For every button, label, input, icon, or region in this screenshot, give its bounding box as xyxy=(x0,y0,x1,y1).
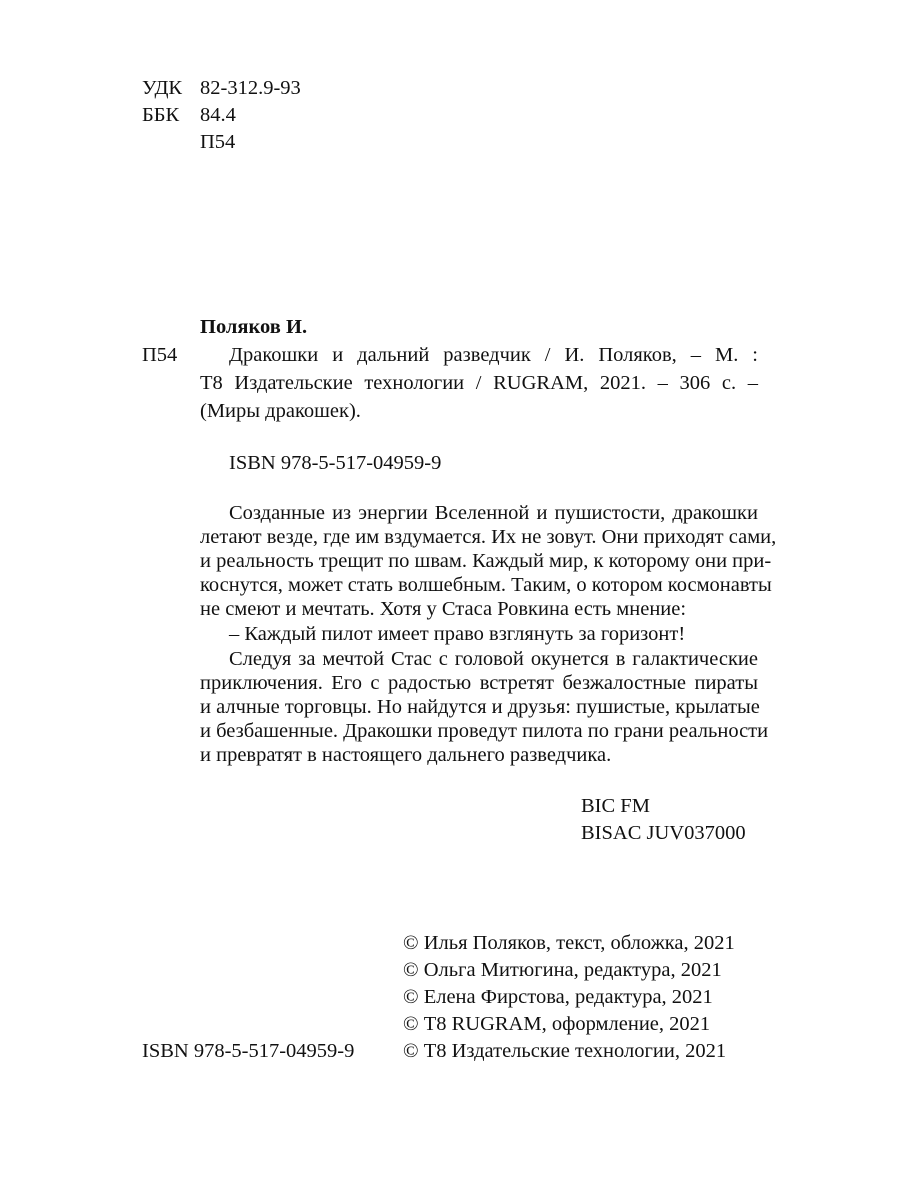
annotation-line: коснутся, может стать волшебным. Таким, о котором космонавты xyxy=(200,574,772,596)
annotation-line: приключения. Его с радостью встретят безжалостные пираты xyxy=(200,672,758,694)
annotation-line: и реальность трещит по швам. Каждый мир, к которому они при- xyxy=(200,550,772,572)
bisac-code: BISAC JUV037000 xyxy=(581,822,746,844)
copyright-line: © Елена Фирстова, редактура, 2021 xyxy=(403,986,713,1008)
bbk-label: ББК xyxy=(142,104,180,126)
bic-code: BIC FM xyxy=(581,795,650,817)
annotation-line: и превратят в настоящего дальнего разведчика. xyxy=(200,744,612,766)
copyright-line: © Илья Поляков, текст, обложка, 2021 xyxy=(403,932,735,954)
annotation-line: и безбашенные. Дракошки проведут пилота по грани реальности xyxy=(200,720,769,742)
udk-value: 82-312.9-93 xyxy=(200,77,301,99)
bibliography-isbn: ISBN 978-5-517-04959-9 xyxy=(229,452,442,474)
annotation-line: не смеют и мечтать. Хотя у Стаса Ровкина есть мнение: xyxy=(200,598,687,620)
bibliography-mark: П54 xyxy=(142,344,178,366)
annotation-line: и алчные торговцы. Но найдутся и друзья: пушистые, крылатые xyxy=(200,696,760,718)
author-heading: Поляков И. xyxy=(200,316,308,338)
copyright-line: © Т8 Издательские технологии, 2021 xyxy=(403,1040,727,1062)
udk-label: УДК xyxy=(142,77,183,99)
copyright-line: © Ольга Митюгина, редактура, 2021 xyxy=(403,959,722,981)
annotation-line: Созданные из энергии Вселенной и пушистости, дракошки xyxy=(229,502,758,524)
bibliography-line: (Миры дракошек). xyxy=(200,400,361,422)
annotation-line: Следуя за мечтой Стас с головой окунется в галактические xyxy=(229,648,758,670)
footer-isbn: ISBN 978-5-517-04959-9 xyxy=(142,1040,355,1062)
annotation-line: летают везде, где им вздумается. Их не зовут. Они приходят сами, xyxy=(200,526,777,548)
annotation-line: – Каждый пилот имеет право взглянуть за горизонт! xyxy=(229,623,686,645)
bbk-value: 84.4 xyxy=(200,104,236,126)
copyright-line: © Т8 RUGRAM, оформление, 2021 xyxy=(403,1013,711,1035)
author-mark: П54 xyxy=(200,131,236,153)
bibliography-line: Т8 Издательские технологии / RUGRAM, 2021. – 306 с. – xyxy=(200,372,758,394)
bibliography-line: Дракошки и дальний разведчик / И. Поляков, – М. : xyxy=(229,344,758,366)
